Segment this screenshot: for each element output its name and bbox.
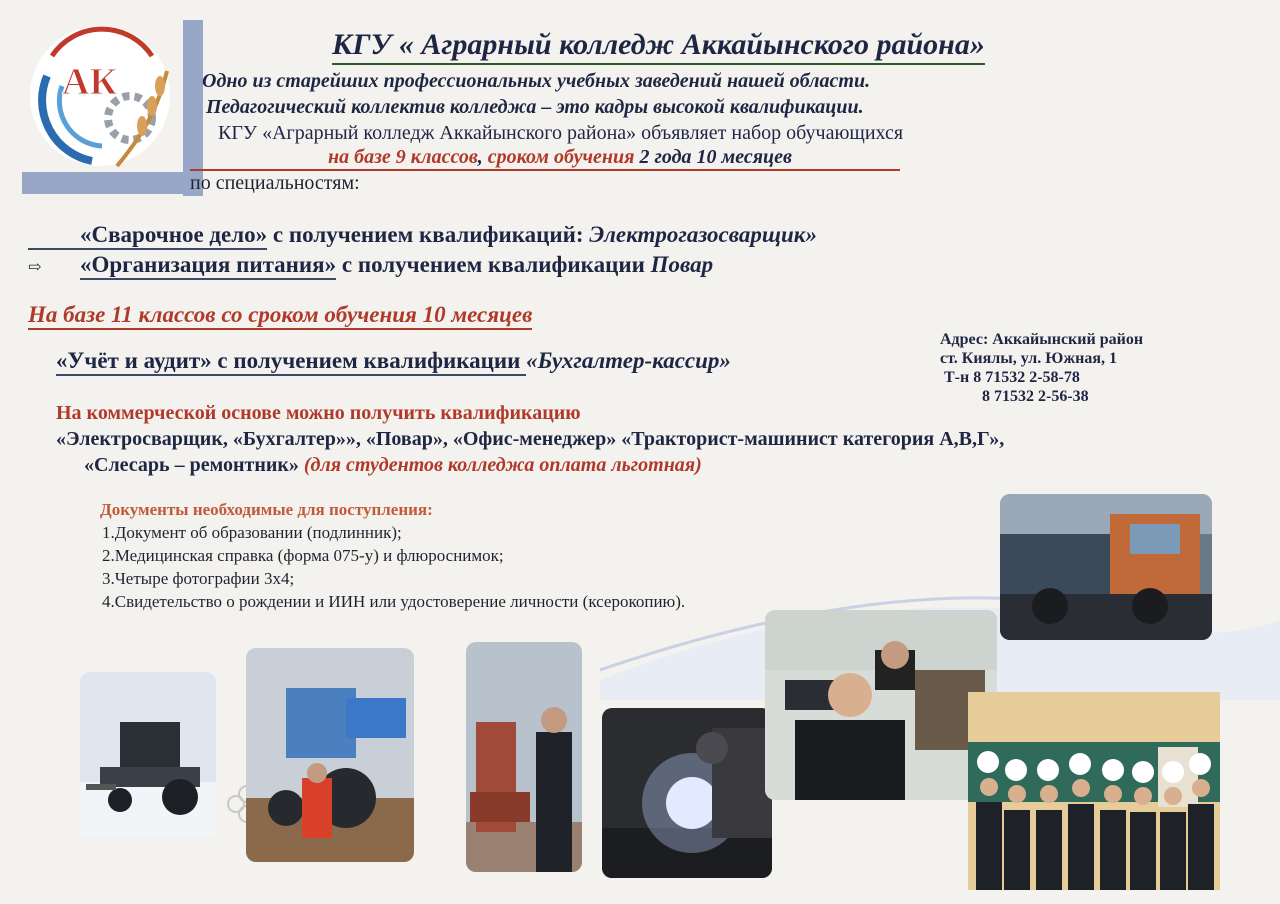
- address-line-1: Адрес: Аккайынский район: [940, 331, 1144, 348]
- intro-line-3: КГУ «Аграрный колледж Аккайынского района» объявляет набор обучающихся: [218, 122, 904, 144]
- specialty-catering: [28, 252, 713, 278]
- truck-photo: [1000, 494, 1212, 640]
- phone-1: Т-н 8 71532 2-58-78: [944, 369, 1080, 386]
- commercial-list: «Электросварщик, «Бухгалтер»», «Повар», «Офис-менеджер» «Тракторист-машинист категория А,В,Г»,: [56, 428, 1005, 450]
- college-logo-icon: [22, 16, 182, 176]
- computer-class-photo: [765, 610, 997, 800]
- comma: ,: [477, 146, 483, 168]
- intro-line-2: Педагогический коллектив колледжа – это кадры высокой квалификации.: [206, 96, 864, 118]
- cooks-group-photo: [968, 692, 1220, 890]
- specialty-accounting-name: «Учёт и аудит» с получением квалификации: [56, 348, 526, 376]
- document-item: 3.Четыре фотографии 3х4;: [102, 569, 295, 588]
- document-item: 4.Свидетельство о рождении и ИИН или удостоверение личности (ксерокопию).: [102, 592, 686, 611]
- specialties-label: по специальностям:: [190, 172, 360, 194]
- commercial-line-2: [84, 454, 702, 477]
- logo-frame-bar-bottom: [22, 172, 190, 194]
- welding-photo: [602, 708, 772, 878]
- locksmith-label: «Слесарь – ремонтник»: [84, 454, 299, 476]
- address-line-2: ст. Киялы, ул. Южная, 1: [940, 350, 1117, 367]
- arrow-icon: ⇨: [28, 259, 42, 276]
- base-9-label: на базе 9 классов: [328, 146, 478, 168]
- commercial-heading: На коммерческой основе можно получить квалификацию: [56, 402, 581, 424]
- lathe-workshop-photo: [466, 642, 582, 872]
- specialty-accounting: [56, 348, 731, 374]
- documents-heading: Документы необходимые для поступления:: [100, 500, 433, 519]
- intro-line-1: Одно из старейших профессиональных учебных заведений нашей области.: [202, 70, 871, 92]
- specialty-catering-qual: Повар: [650, 252, 714, 277]
- specialty-catering-name: «Организация питания»: [80, 252, 336, 280]
- tractor-snow-photo: [80, 672, 216, 838]
- duration-label: сроком обучения: [487, 146, 635, 168]
- specialty-welding-name: «Сварочное дело»: [28, 222, 267, 250]
- intake-line: [190, 146, 900, 171]
- specialty-welding: [28, 222, 817, 248]
- specialty-welding-qual: Электрогазосварщик»: [589, 222, 817, 247]
- page-title: КГУ « Аграрный колледж Аккайынского района»: [332, 28, 985, 65]
- phone-2: 8 71532 2-56-38: [982, 388, 1089, 405]
- specialty-accounting-qual: «Бухгалтер-кассир»: [526, 348, 731, 373]
- document-item: 2.Медицинская справка (форма 075-у) и флюроснимок;: [102, 546, 504, 565]
- duration-value: 2 года 10 месяцев: [639, 146, 792, 168]
- logo-letters: АК: [62, 61, 117, 103]
- specialty-catering-text: с получением квалификации: [336, 252, 651, 277]
- base-11-heading: На базе 11 классов со сроком обучения 10 месяцев: [28, 302, 532, 330]
- documents-list: [102, 521, 685, 613]
- address-block: [940, 330, 1143, 406]
- document-item: 1.Документ об образовании (подлинник);: [102, 523, 402, 542]
- specialty-welding-text: с получением квалификаций:: [267, 222, 590, 247]
- discount-note: (для студентов колледжа оплата льготная): [298, 454, 702, 476]
- tractor-workshop-photo: [246, 648, 414, 862]
